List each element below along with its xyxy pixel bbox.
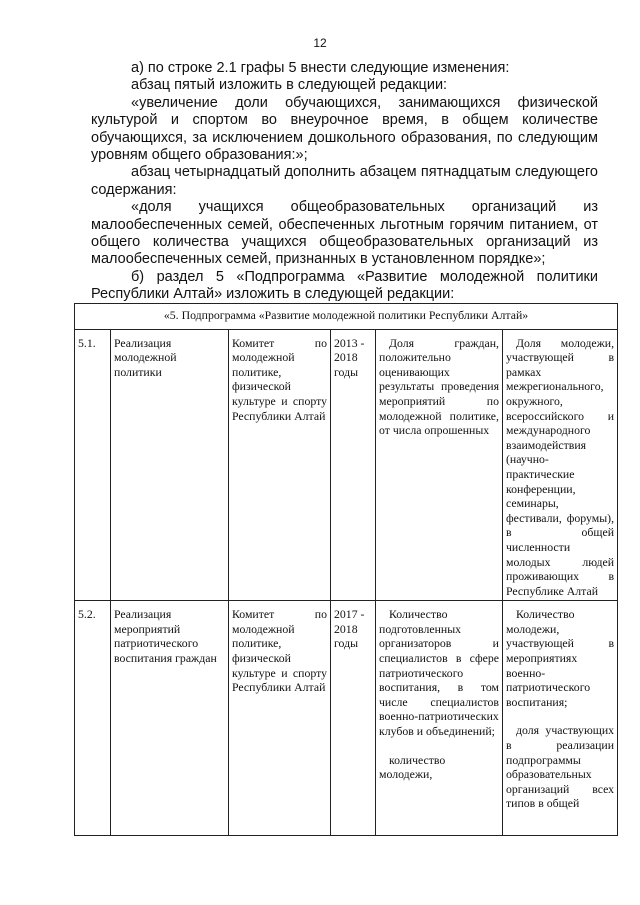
result-text: количество молодежи, bbox=[379, 752, 446, 782]
paragraph: б) раздел 5 «Подпрограмма «Развитие молодежной политики Республики Алтай» изложить в следующей редакции: bbox=[91, 268, 598, 303]
paragraph: абзац пятый изложить в следующей редакции: bbox=[131, 77, 448, 94]
event-name-cell: Реализация молодежной политики bbox=[111, 329, 229, 601]
event-name-cell: Реализация мероприятий патриотического воспитания граждан bbox=[111, 601, 229, 836]
years-cell: 2013 - 2018 годы bbox=[331, 329, 376, 601]
paragraph: «увеличение доли обучающихся, занимающихся физической культурой и спортом во внеурочное время, в общем количестве обучающихся, за исключением дошкольного образования, по следующим уровням общего образования:»; bbox=[91, 94, 598, 164]
table-header-row bbox=[75, 304, 618, 330]
blank-line bbox=[506, 709, 614, 723]
table-row bbox=[75, 329, 618, 601]
executor-cell: Комитет по молодежной политике, физической культуре и спорту Республики Алтай bbox=[229, 329, 331, 601]
body-text bbox=[91, 60, 598, 304]
amendment-table bbox=[74, 303, 618, 836]
blank-line bbox=[379, 739, 499, 753]
indicator-cell bbox=[503, 601, 618, 836]
indicator-cell bbox=[503, 329, 618, 601]
indicator-text: Количество молодежи, участвующей в мероприятиях военно-патриотического воспитания; bbox=[506, 607, 615, 709]
row-number-cell: 5.2. bbox=[75, 601, 111, 836]
executor-cell: Комитет по молодежной политике, физической культуре и спорту Республики Алтай bbox=[229, 601, 331, 836]
paragraph: абзац четырнадцатый дополнить абзацем пятнадцатым следующего содержания: bbox=[91, 164, 598, 198]
result-cell bbox=[376, 601, 503, 836]
indicator-text: Доля молодежи, участвующей в рамках межрегионального, окружного, всероссийского и международного взаимодействия (научно-практические конференции, семинары, фестивали, форумы), в общей численности молодых людей проживающих в Республике Алтай bbox=[506, 335, 615, 598]
result-text: Доля граждан, положительно оценивающих результаты проведения мероприятий по молодежной политике, от числа опрошенных bbox=[379, 335, 499, 438]
paragraph: а) по строке 2.1 графы 5 внести следующие изменения: bbox=[131, 60, 510, 76]
paragraph: «доля учащихся общеобразовательных организаций из малообеспеченных семей, обеспеченных льготным горячим питанием, от общего количества учащихся общеобразовательных организаций из малообеспеченных семей, признанных в установленном порядке»; bbox=[91, 199, 598, 268]
result-text: Количество подготовленных организаторов и специалистов в сфере патриотического воспитания, в том числе специалистов военно-патриотических клубов и объединений; bbox=[379, 607, 499, 739]
page-number: 12 bbox=[313, 36, 327, 50]
table-header-cell: «5. Подпрограмма «Развитие молодежной политики Республики Алтай» bbox=[75, 304, 618, 330]
indicator-text: доля участвующих в реализации подпрограммы образовательных организаций всех типов в общей bbox=[506, 723, 615, 811]
row-number-cell: 5.1. bbox=[75, 329, 111, 601]
result-cell bbox=[376, 329, 503, 601]
table-row bbox=[75, 601, 618, 836]
years-cell: 2017 - 2018 годы bbox=[331, 601, 376, 836]
